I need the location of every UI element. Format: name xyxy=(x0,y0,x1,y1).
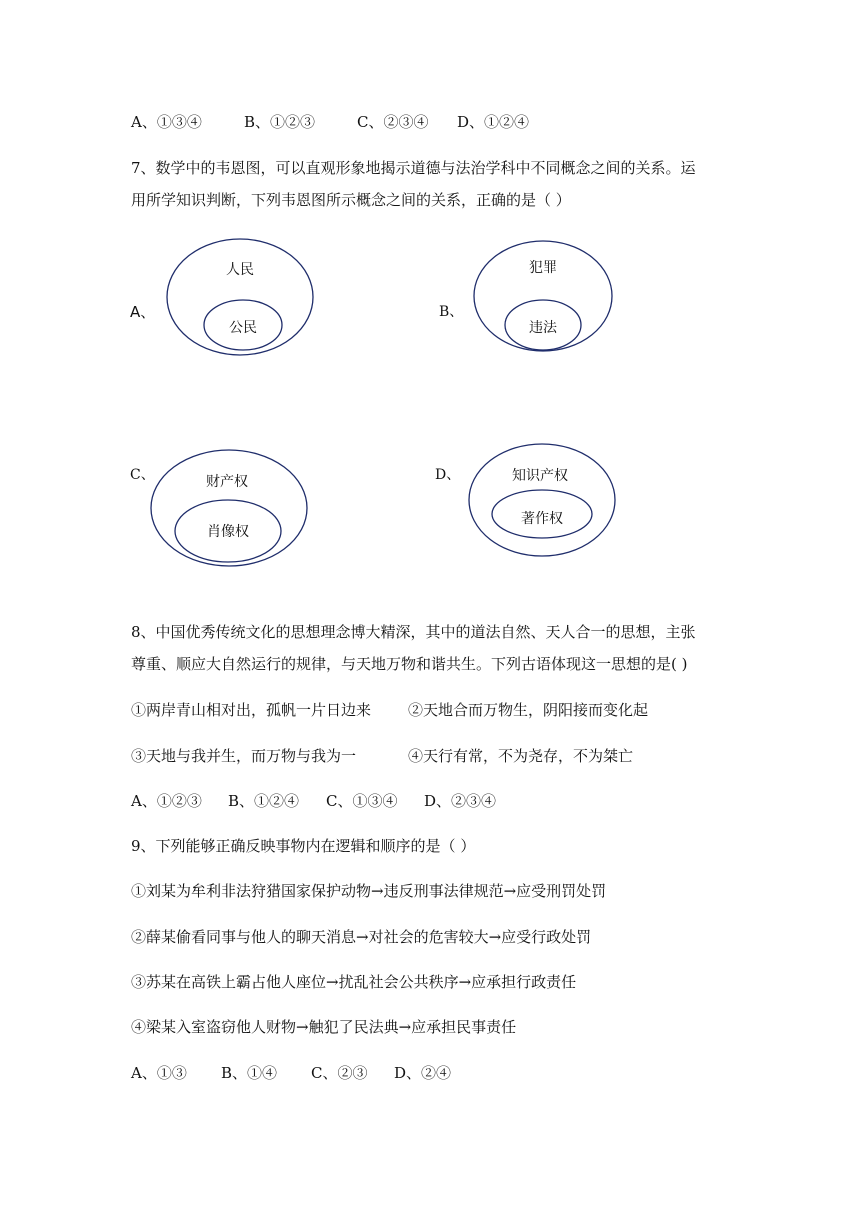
q7-venn-a-inner-label: 公民 xyxy=(229,320,257,336)
q9-item-4: ④梁某入室盗窃他人财物→触犯了民法典→应承担民事责任 xyxy=(131,1018,517,1036)
q8-stem-line1: 8、中国优秀传统文化的思想理念博大精深，其中的道法自然、天人合一的思想，主张 xyxy=(131,623,696,641)
q9-item-1: ①刘某为牟利非法狩猎国家保护动物→违反刑事法律规范→应受刑罚处罚 xyxy=(131,882,607,900)
q8-item-4: ④天行有常，不为尧存，不为桀亡 xyxy=(408,747,634,765)
q6-option-c: C、②③④ xyxy=(357,113,429,131)
q9-option-d: D、②④ xyxy=(394,1064,452,1082)
q7-venn-d-outer-label: 知识产权 xyxy=(512,468,568,484)
q6-options xyxy=(131,111,530,133)
q9-option-c: C、②③ xyxy=(311,1064,368,1082)
q7-venn-c-inner-label: 肖像权 xyxy=(207,524,249,540)
q7-venn-c-shapes xyxy=(150,449,310,569)
q7-venn-d xyxy=(468,444,618,557)
q7-venn-c xyxy=(150,449,310,569)
q6-option-b: B、①②③ xyxy=(244,113,316,131)
q7-venn-c-outer-label: 财产权 xyxy=(206,474,248,490)
q8-item-2: ②天地合而万物生，阴阳接而变化起 xyxy=(408,701,649,719)
q8-options xyxy=(131,790,497,812)
q9-item-2: ②薛某偷看同事与他人的聊天消息→对社会的危害较大→应受行政处罚 xyxy=(131,928,592,946)
q8-option-a: A、①②③ xyxy=(131,792,202,810)
q7-venn-b-outer-label: 犯罪 xyxy=(529,260,557,276)
q8-items-row1 xyxy=(131,699,649,721)
q6-option-a: A、①③④ xyxy=(131,113,202,131)
q7-stem-line1: 7、数学中的韦恩图，可以直观形象地揭示道德与法治学科中不同概念之间的关系。运 xyxy=(131,159,696,177)
q8-option-b: B、①②④ xyxy=(228,792,300,810)
q7-venn-a-shapes xyxy=(166,239,316,359)
q9-option-a: A、①③ xyxy=(131,1064,187,1082)
q8-item-3: ③天地与我并生，而万物与我为一 xyxy=(131,747,357,765)
q7-venn-a xyxy=(166,239,316,359)
q7-option-b-letter: B、 xyxy=(439,304,464,320)
q7-venn-b xyxy=(473,241,613,353)
q7-venn-d-inner-label: 著作权 xyxy=(521,511,563,527)
q9-option-b: B、①④ xyxy=(221,1064,278,1082)
q7-option-a-letter: A、 xyxy=(130,303,156,321)
q8-option-d: D、②③④ xyxy=(424,792,497,810)
q7-venn-a-outer-label: 人民 xyxy=(226,262,254,278)
q8-item-1: ①两岸青山相对出，孤帆一片日边来 xyxy=(131,701,372,719)
q9-options xyxy=(131,1062,452,1084)
q7-venn-b-inner-label: 违法 xyxy=(529,320,557,336)
q7-venn-d-shapes xyxy=(468,444,618,557)
q8-stem-line2: 尊重、顺应大自然运行的规律，与天地万物和谐共生。下列古语体现这一思想的是( ) xyxy=(131,655,688,673)
q8-option-c: C、①③④ xyxy=(326,792,398,810)
q8-items-row2 xyxy=(131,745,634,767)
q9-item-3: ③苏某在高铁上霸占他人座位→扰乱社会公共秩序→应承担行政责任 xyxy=(131,973,577,991)
q7-stem-line2: 用所学知识判断，下列韦恩图所示概念之间的关系，正确的是（ ） xyxy=(131,191,571,209)
q6-option-d: D、①②④ xyxy=(457,113,530,131)
q9-stem: 9、下列能够正确反映事物内在逻辑和顺序的是（ ） xyxy=(131,837,476,855)
q7-option-c-letter: C、 xyxy=(130,467,155,483)
q7-option-d-letter: D、 xyxy=(435,467,461,483)
